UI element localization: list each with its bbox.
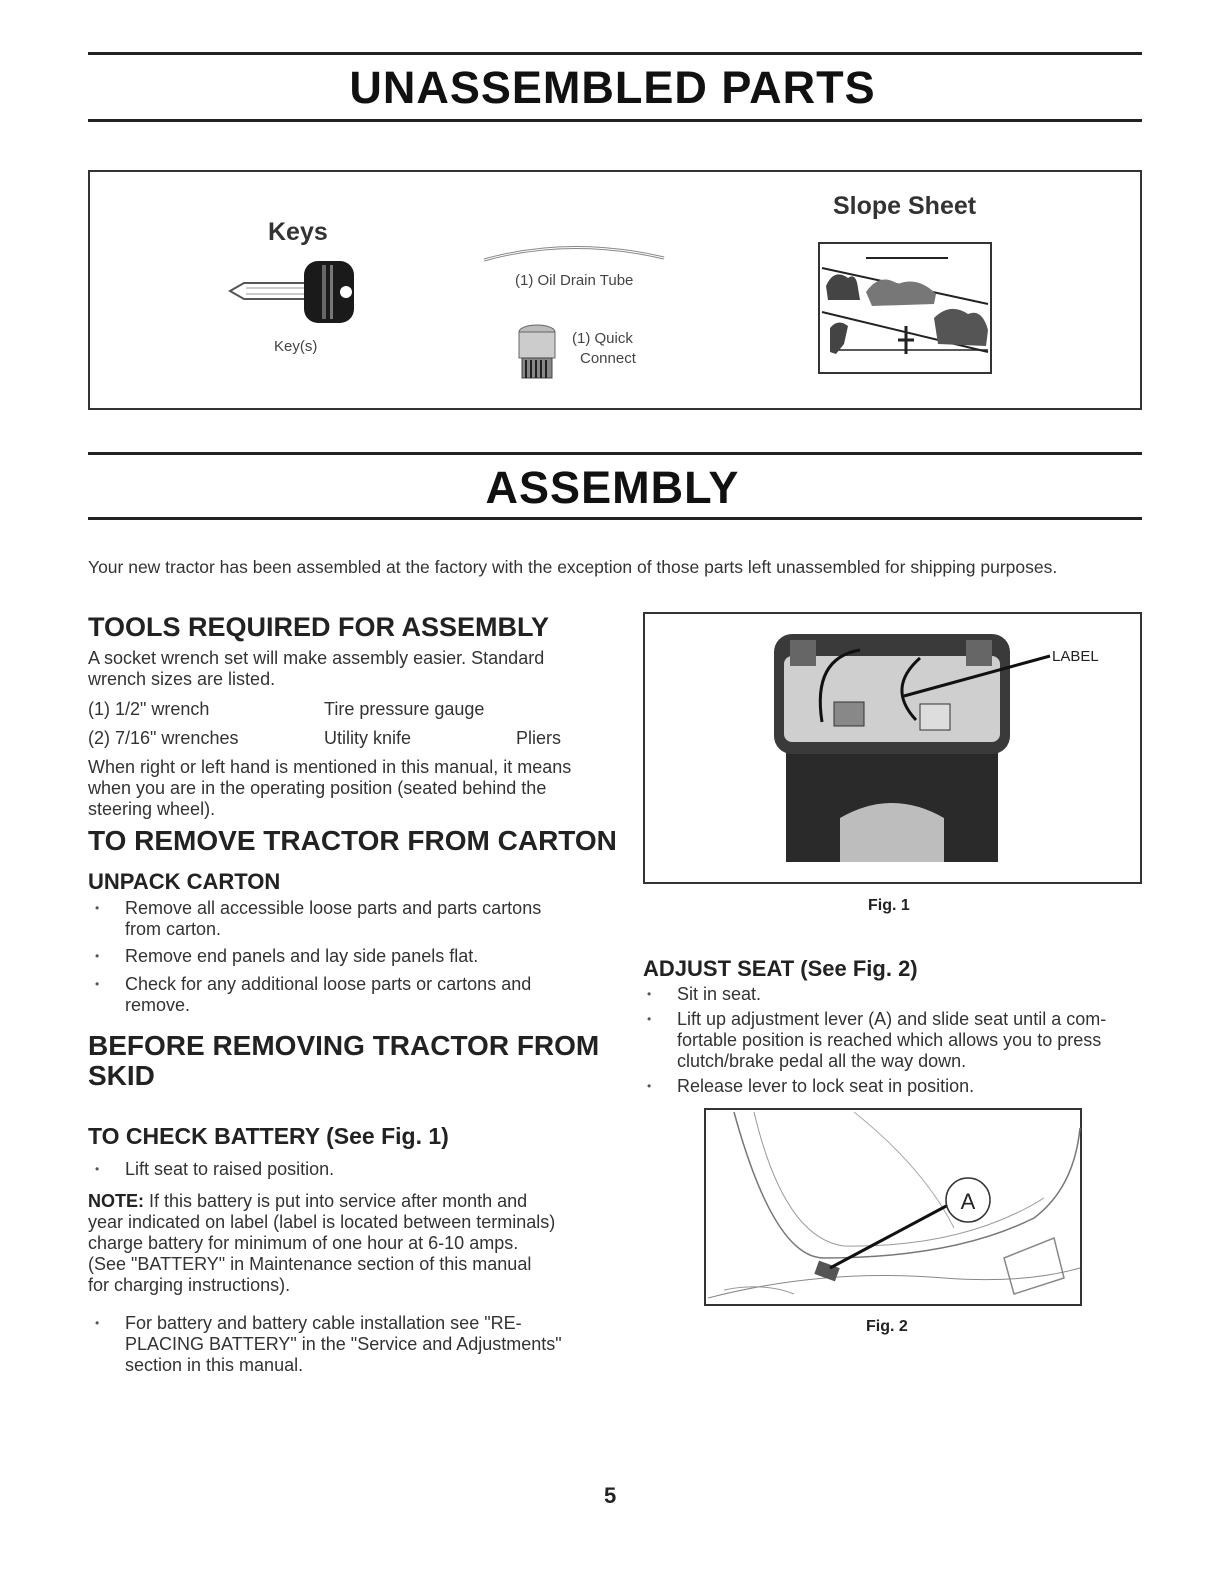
note-line-2: year indicated on label (label is located between terminals) bbox=[88, 1212, 556, 1232]
unpack-bullet-1 bbox=[125, 898, 541, 940]
battery-bullet-2 bbox=[125, 1313, 562, 1376]
fig1-caption: Fig. 1 bbox=[868, 897, 910, 914]
slope-sheet-heading: Slope Sheet bbox=[833, 192, 977, 220]
tool-row2-col1: (2) 7/16" wrenches bbox=[88, 728, 239, 748]
fig1-label: LABEL bbox=[1052, 648, 1099, 665]
seat-adjust-image bbox=[704, 1108, 1082, 1308]
fig2-caption: Fig. 2 bbox=[866, 1318, 908, 1335]
unassembled-title: UNASSEMBLED PARTS bbox=[349, 62, 876, 113]
unpack-bullet-1-line1: Remove all accessible loose parts and parts cartons bbox=[125, 898, 542, 918]
tools-intro-2: wrench sizes are listed. bbox=[88, 669, 276, 689]
note-label: NOTE: bbox=[88, 1191, 144, 1211]
assembly-rule-bottom bbox=[88, 517, 1142, 520]
seat-heading: ADJUST SEAT (See Fig. 2) bbox=[643, 956, 918, 981]
page-number: 5 bbox=[604, 1483, 617, 1508]
note-line-5: for charging instructions). bbox=[88, 1275, 291, 1295]
keys-caption: Key(s) bbox=[274, 338, 318, 355]
key-icon bbox=[226, 255, 360, 327]
unpack-bullet-3 bbox=[125, 974, 531, 1016]
quick-connect-caption-2: Connect bbox=[580, 350, 636, 367]
unpack-bullet-2: • Remove end panels and lay side panels flat. bbox=[125, 946, 478, 967]
quick-connect-icon bbox=[512, 322, 562, 382]
tool-row2-col3: Pliers bbox=[516, 728, 562, 748]
battery-bullet-1: • Lift seat to raised position. bbox=[125, 1159, 334, 1180]
before-heading-1: BEFORE REMOVING TRACTOR FROM bbox=[88, 1030, 600, 1061]
tool-row1-col1: (1) 1/2" wrench bbox=[88, 699, 210, 719]
tools-note-1: When right or left hand is mentioned in this manual, it means bbox=[88, 757, 572, 777]
top-rule-2 bbox=[88, 119, 1142, 122]
unpack-bullet-1-line2: from carton. bbox=[125, 919, 222, 939]
tool-row2-col2: Utility knife bbox=[324, 728, 412, 748]
keys-heading: Keys bbox=[268, 218, 328, 246]
seat-bullet-2 bbox=[677, 1009, 1106, 1072]
seat-bullet-3: • Release lever to lock seat in position. bbox=[677, 1076, 974, 1097]
assembly-title: ASSEMBLY bbox=[485, 462, 740, 513]
fig2-callout: A bbox=[960, 1189, 976, 1214]
top-rule bbox=[88, 52, 1142, 55]
battery-bullet-2-line2: PLACING BATTERY" in the "Service and Adjustments" bbox=[125, 1334, 562, 1354]
seat-bullet-2-line1: Lift up adjustment lever (A) and slide seat until a com- bbox=[677, 1009, 1107, 1029]
battery-note bbox=[88, 1191, 598, 1296]
note-line-4: (See "BATTERY" in Maintenance section of this manual bbox=[88, 1254, 532, 1274]
seat-bullet-2-line2: fortable position is reached which allows you to press bbox=[677, 1030, 1102, 1050]
unpack-bullet-3-line1: Check for any additional loose parts or cartons and bbox=[125, 974, 532, 994]
note-line-1: If this battery is put into service after month and bbox=[144, 1191, 528, 1211]
tools-intro-1: A socket wrench set will make assembly easier. Standard bbox=[88, 648, 545, 668]
battery-heading: TO CHECK BATTERY (See Fig. 1) bbox=[88, 1123, 449, 1149]
assembly-intro: Your new tractor has been assembled at the factory with the exception of those parts left unassembled for shipping purposes. bbox=[88, 557, 1058, 577]
tools-heading: TOOLS REQUIRED FOR ASSEMBLY bbox=[88, 612, 550, 642]
seat-bullet-2-line3: clutch/brake pedal all the way down. bbox=[677, 1051, 967, 1071]
tools-note-2: when you are in the operating position (seated behind the bbox=[88, 778, 547, 798]
unpack-bullet-3-line2: remove. bbox=[125, 995, 191, 1015]
oil-drain-tube-icon bbox=[480, 240, 670, 266]
tool-row1-col2: Tire pressure gauge bbox=[324, 699, 485, 719]
battery-bullet-2-line3: section in this manual. bbox=[125, 1355, 304, 1375]
slope-sheet-image bbox=[818, 242, 992, 374]
oil-drain-tube-caption: (1) Oil Drain Tube bbox=[515, 272, 634, 289]
quick-connect-caption-1: (1) Quick bbox=[572, 330, 633, 347]
before-heading-2: SKID bbox=[88, 1060, 155, 1091]
remove-heading: TO REMOVE TRACTOR FROM CARTON bbox=[88, 825, 617, 856]
unpack-heading: UNPACK CARTON bbox=[88, 869, 281, 894]
note-line-3: charge battery for minimum of one hour at 6-10 amps. bbox=[88, 1233, 519, 1253]
assembly-rule-top bbox=[88, 452, 1142, 455]
battery-bullet-2-line1: For battery and battery cable installation see "RE- bbox=[125, 1313, 522, 1333]
tools-note-3: steering wheel). bbox=[88, 799, 216, 819]
seat-bullet-1: • Sit in seat. bbox=[677, 984, 761, 1005]
